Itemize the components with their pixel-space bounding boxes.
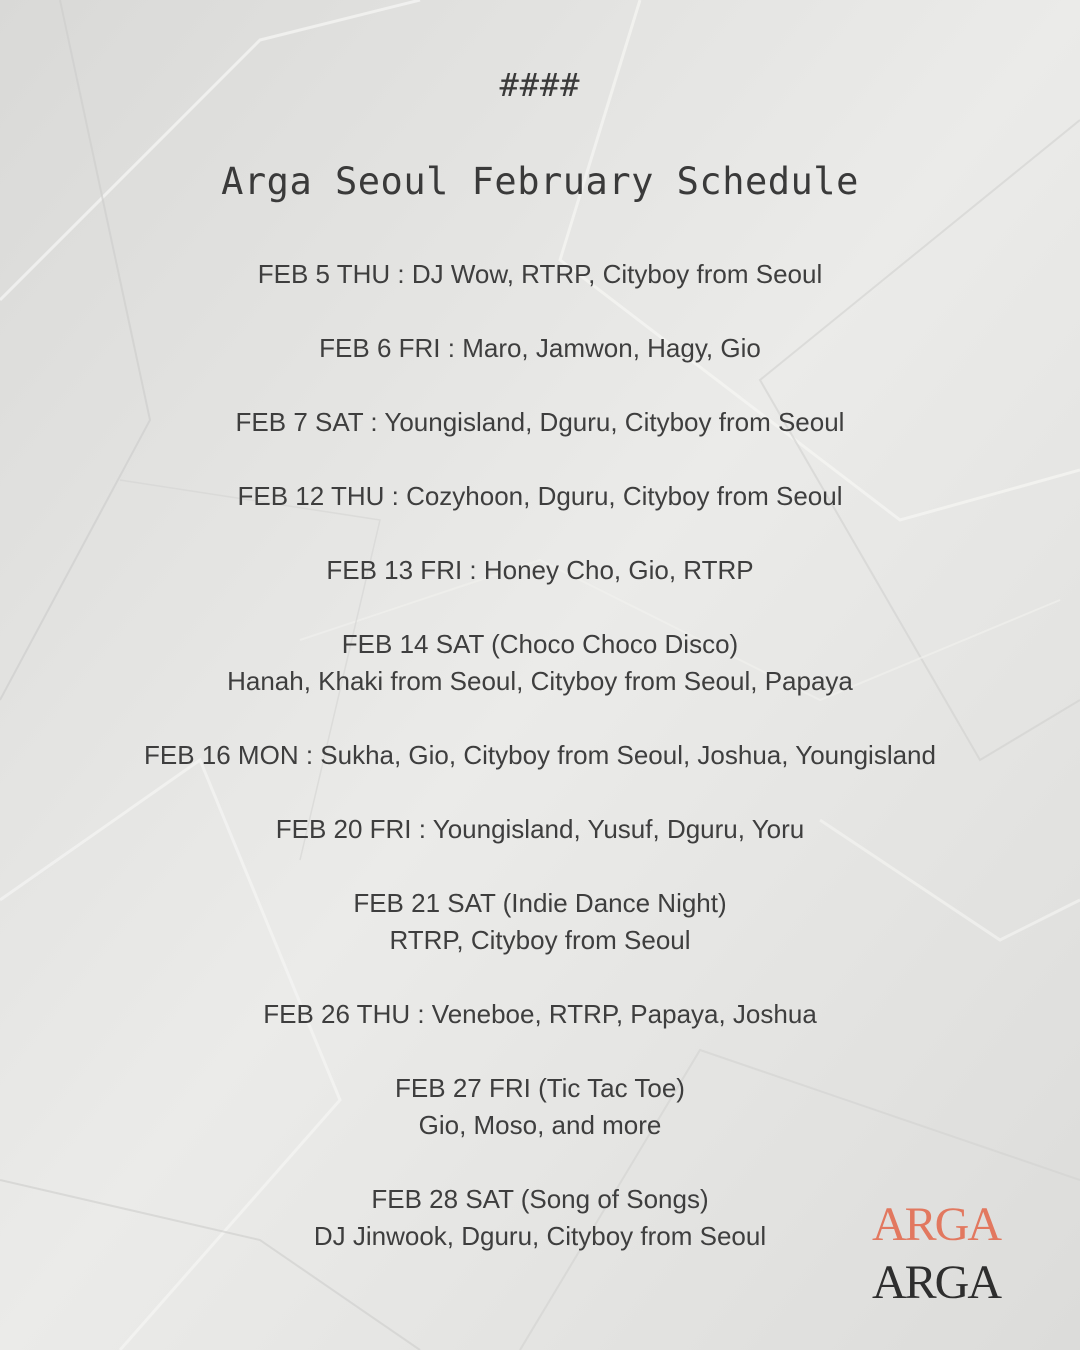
schedule-entry xyxy=(0,404,1080,441)
schedule-entry-line1: FEB 20 FRI : Youngisland, Yusuf, Dguru, Yoru xyxy=(275,814,805,844)
schedule-entry-line1: FEB 5 THU : DJ Wow, RTRP, Cityboy from Seoul xyxy=(257,259,823,289)
schedule-entry-line2: Hanah, Khaki from Seoul, Cityboy from Seoul, Papaya xyxy=(227,666,853,696)
schedule-entry-line1: FEB 27 FRI (Tic Tac Toe) xyxy=(395,1073,685,1103)
schedule-entry xyxy=(0,811,1080,848)
hash-marks: #### xyxy=(499,66,581,104)
schedule-entry-line2: DJ Jinwook, Dguru, Cityboy from Seoul xyxy=(313,1221,767,1251)
page-title: Arga Seoul February Schedule xyxy=(221,160,859,203)
schedule-entry xyxy=(0,1070,1080,1144)
schedule-entry xyxy=(0,626,1080,700)
logo-bottom-text: ARGA xyxy=(871,1256,1001,1308)
schedule-entry-line1: FEB 14 SAT (Choco Choco Disco) xyxy=(341,629,739,659)
schedule-entry-line1: FEB 6 FRI : Maro, Jamwon, Hagy, Gio xyxy=(319,333,761,363)
arga-logo xyxy=(846,1198,1026,1308)
schedule-entry xyxy=(0,478,1080,515)
schedule-entry-line1: FEB 16 MON : Sukha, Gio, Cityboy from Seoul, Joshua, Youngisland xyxy=(144,740,936,770)
schedule-entry-line1: FEB 13 FRI : Honey Cho, Gio, RTRP xyxy=(326,555,754,585)
schedule-entry xyxy=(0,256,1080,293)
logo-top-text: ARGA xyxy=(871,1198,1001,1251)
schedule-entry-line2: Gio, Moso, and more xyxy=(418,1110,662,1140)
schedule-entry xyxy=(0,885,1080,959)
schedule-entry-line1: FEB 7 SAT : Youngisland, Dguru, Cityboy from Seoul xyxy=(235,407,845,437)
schedule-entry xyxy=(0,996,1080,1033)
schedule-entry-line1: FEB 28 SAT (Song of Songs) xyxy=(371,1184,709,1214)
schedule-entry xyxy=(0,737,1080,774)
schedule-entry-line1: FEB 21 SAT (Indie Dance Night) xyxy=(353,888,727,918)
schedule-entry xyxy=(0,552,1080,589)
schedule-entry-line1: FEB 26 THU : Veneboe, RTRP, Papaya, Joshua xyxy=(263,999,817,1029)
schedule-entry-line1: FEB 12 THU : Cozyhoon, Dguru, Cityboy from Seoul xyxy=(237,481,843,511)
schedule-entry xyxy=(0,330,1080,367)
schedule-entry-line2: RTRP, Cityboy from Seoul xyxy=(389,925,691,955)
